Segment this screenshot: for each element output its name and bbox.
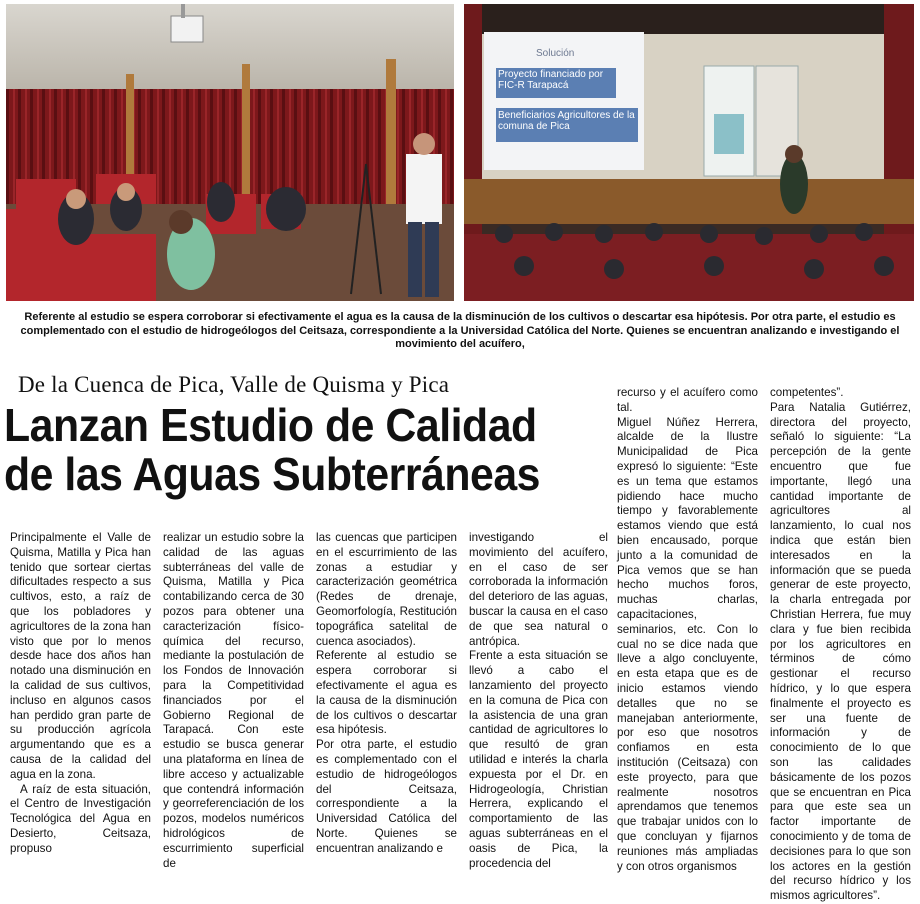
column-3-paragraph-3: Por otra parte, el estudio es complementado con el estudio de hidrogeólogos del Ceitsaza, correspondiente a la Universidad Católica del Norte. Quienes se encuentran analizando e [316, 738, 457, 855]
column-4-paragraph-2: Frente a esta situación se llevó a cabo el lanzamiento del proyecto en la comuna de Pica con la asistencia de una gran cantidad de agricultores lo que resultó de gran utilidad e interés la charla expuesta por el Dr. en Hidrogeología, Christian Herrera, explicando el comportamiento de las aguas subterráneas en el oasis de Pica, la procedencia del [469, 649, 608, 870]
slide-box-beneficiaries: Beneficiarios Agricultores de la comuna de Pica [498, 110, 635, 132]
photo-presentation-illustration [464, 4, 914, 301]
photo-auditorium-illustration [6, 4, 454, 301]
column-3-paragraph-2: Referente al estudio se espera corroborar si efectivamente el agua es la causa de la disminución de los cultivos o descartar esa hipótesis. [316, 649, 457, 737]
article-column-2 [163, 531, 304, 871]
slide-title: Solución [536, 48, 575, 59]
column-6-paragraph-2: Para Natalia Gutiérrez, directora del proyecto, señaló lo siguiente: “La percepción de la gente encuentro que fue importante, llegó una cantidad importante de agricultores al lanzamiento, lo cual nos indica que están bien interesados en la información que se pueda generar de este proyecto, la charla entregada por Christian Herrera, fue muy clara y fue bien recibida por los agricultores en términos de cómo gestionar el recurso hídrico, y lo que espera finalmente el proyecto es ser una fuente de información y de conocimiento de lo que son las calidades básicamente de los pozos que se encuentran en Pica para que este sea un factor importante de conocimiento y de toma de decisiones para lo que son los actores en la gestión del recurso hídrico y los mismos agricultores”. [770, 400, 911, 903]
column-5-paragraph-1: recurso y el acuífero como tal. [617, 386, 758, 414]
article-column-1 [10, 531, 151, 857]
article-column-4 [469, 531, 608, 871]
photo-caption: Referente al estudio se espera corroborar si efectivamente el agua es la causa de la disminución de los cultivos o descartar esa hipótesis. Por otra parte, el estudio es complementado con el estudio de hidrogeólogos del Ceitsaza, correspondiente a la Universidad Católica del Norte. Quienes se encuentran analizando e investigando el movimiento del acuífero, [20, 311, 900, 350]
column-1-paragraph-1: Principalmente el Valle de Quisma, Matilla y Pica han tenido que sortear ciertas dificultades respecto a sus cultivos, esto, a raíz de que los pobladores y agricultores de la zona han visto que por lo menos desde hace dos años han notado una disminución en la calidad de sus cultivos, incluso en algunos casos han perdido gran parte de su producción agrícola argumentando que es a causa de la calidad del agua en la zona. [10, 531, 151, 781]
column-4-paragraph-1: investigando el movimiento del acuífero, en el caso de ser corroborada la información del deterioro de las aguas, buscar la causa en el caso de que sea natural o antrópica. [469, 531, 608, 648]
column-3-paragraph-1: las cuencas que participen en el escurrimiento de las zonas a estudiar y caracterización geométrica (Redes de drenaje, Geomorfología, Restitución topográfica satelital de cuenca asociados). [316, 531, 457, 648]
article-column-6 [770, 386, 911, 904]
photo-presentation-room [464, 4, 914, 301]
photo-auditorium-speaker [6, 4, 454, 301]
column-6-paragraph-1: competentes”. [770, 386, 844, 399]
article-column-3 [316, 531, 457, 857]
slide-box-financing: Proyecto financiado por FIC-R Tarapacá [498, 69, 604, 91]
article-column-5 [617, 386, 758, 874]
article-kicker: De la Cuenca de Pica, Valle de Quisma y Pica [18, 372, 450, 397]
column-5-paragraph-2: Miguel Núñez Herrera, alcalde de la Ilustre Municipalidad de Pica expresó lo siguiente: “Este es un tema que estamos pidiendo hace mucho tiempo y favorablemente estamos viendo que está bien encausado, porque junto a la comunidad de Pica vemos que se han hecho muchos foros, muchas charlas, capacitaciones, seminarios, etc. Con lo cual no se dice nada que lleve a algo concluyente, en esta etapa que es de inicio estamos viendo detalles que no se manejaban anteriormente, por eso que nosotros confiamos en esta institución (Ceitsaza) con este proyecto, para que realmente nosotros aprendamos que tenemos que trabajar unidos con lo que concluyan y fijarnos reuniones más ampliadas y con otros organismos [617, 415, 758, 873]
article-headline: Lanzan Estudio de Calidad de las Aguas Subterráneas [4, 399, 541, 500]
column-2-paragraph-1: realizar un estudio sobre la calidad de las aguas subterráneas del valle de Quisma, Matilla y Pica contabilizando cerca de 30 pozos para obtener una caracterización físico- química del recurso, mediante la postulación de los Fondos de Innovación para la Competitividad financiados por el Gobierno Regional de Tarapacá. Con este estudio se busca generar una plataforma en línea de libre acceso y actualizable que contendrá información y georreferenciación de los pozos, modelos numéricos hidrológicos de escurrimiento superficial de [163, 531, 304, 870]
column-1-paragraph-2: A raíz de esta situación, el Centro de Investigación Tecnológica del Agua en Desierto, Ceitsaza, propuso [10, 782, 151, 855]
